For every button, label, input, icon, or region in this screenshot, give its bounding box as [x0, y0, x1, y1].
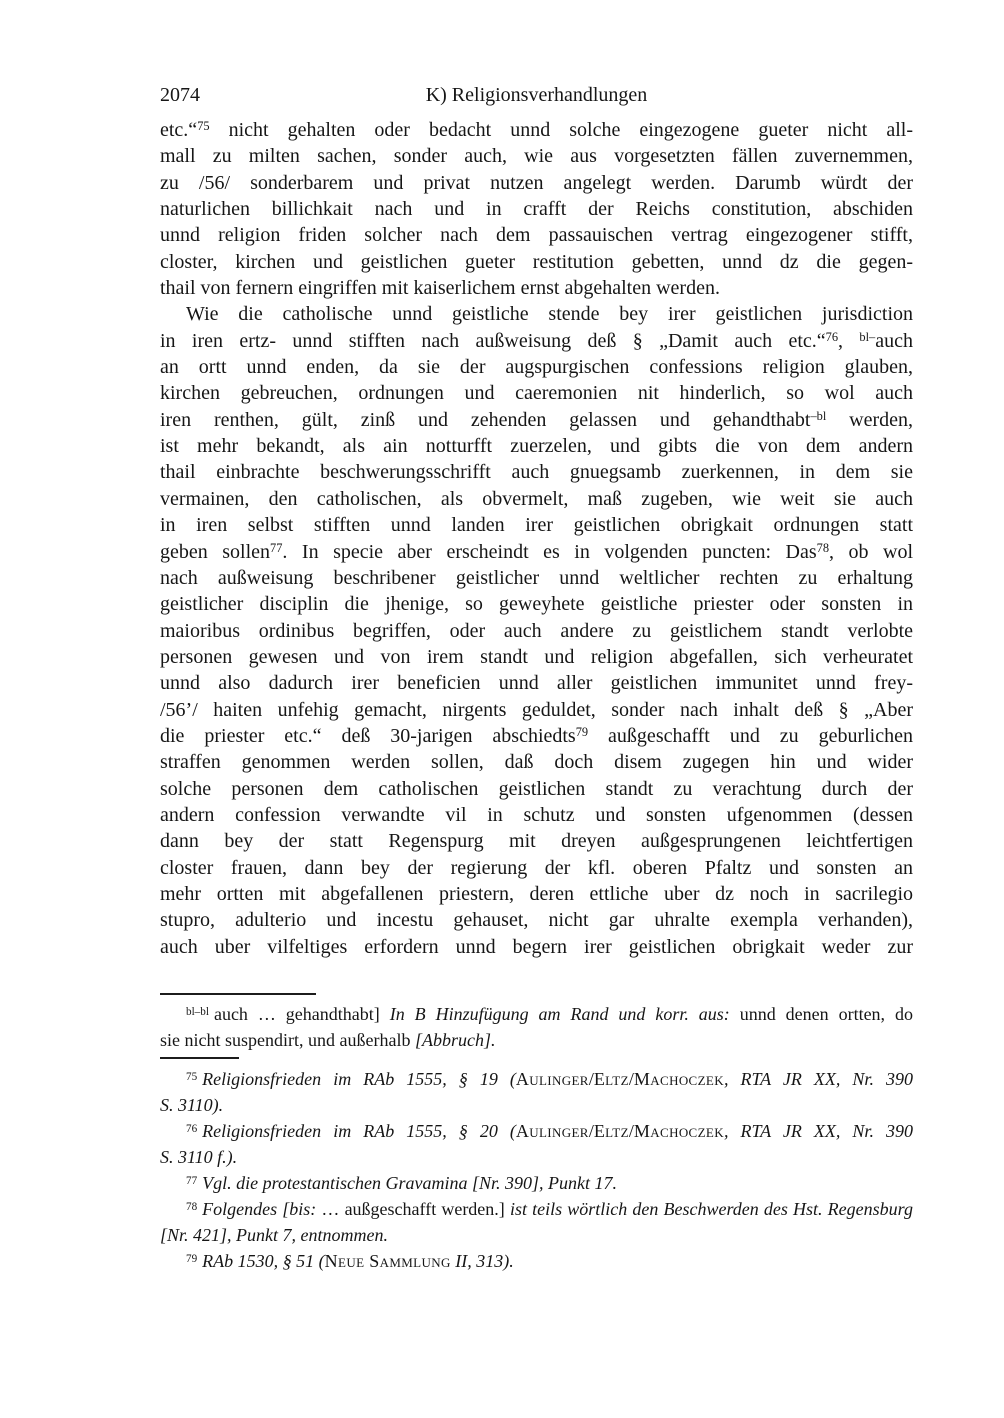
body-line: die priester etc.“ deß 30-jarigen abschiedts$^{79}$ außgeschafft und zu geburlichen: [160, 724, 913, 747]
body-line: maioribus ordinibus begriffen, oder auch andere zu geistlichem standt verlobte: [160, 619, 913, 642]
page-number: 2074: [160, 84, 200, 106]
italic-text: In B Hinzufügung am Rand und korr. aus:: [389, 1004, 730, 1024]
apparatus-line: sie nicht suspendirt, und außerhalb [Abbruch].: [160, 1030, 496, 1050]
body-line: ist mehr bekandt, als ain notturfft zuerzelen, und gibts die von dem andern: [160, 435, 913, 458]
note-reference: 76: [186, 1122, 198, 1135]
critical-apparatus: [160, 1001, 913, 1053]
page-header: [160, 82, 913, 108]
body-line: straffen genommen werden sollen, daß doch disem zugegen hin und wider: [160, 751, 913, 774]
italic-text: Religionsfrieden im RAb 1555, § 19 (: [202, 1069, 516, 1089]
italic-text: ist teils wörtlich den Beschwerden des Hst. Regensburg: [509, 1199, 913, 1219]
body-line: vermainen, den catholischen, als obvermelt, maß zugeben, wie weit sie auch: [160, 487, 913, 510]
small-caps-name: Eltz: [593, 1069, 629, 1089]
body-line: mehr ortten mit abgefallenen priestern, deren ettliche uber dz noch in sacrilegio: [160, 882, 913, 905]
small-caps-name: Aulinger: [515, 1121, 589, 1141]
footnote-line: [160, 1170, 913, 1196]
body-line: iren renthen, gült, zinß und zehenden gelassen und gehandthabt$^{-bl}$ werden,: [160, 408, 913, 431]
footnote-line: [160, 1222, 913, 1248]
body-text: [160, 117, 913, 960]
italic-text: Folgendes [bis:: [202, 1199, 317, 1219]
apparatus-line: $^{bl-bl}$ auch … gehandthabt] In B Hinzufügung am Rand und korr. aus: unnd denen ortten, do: [186, 1004, 913, 1024]
body-line: an ortt unnd enden, da sie der augspurgischen confessions religion glauben,: [160, 356, 913, 379]
body-line: thail einbrachte beschwerungsschrifft auch gnuegsamb zuerkennen, in dem sie: [160, 461, 913, 484]
note-reference: 76: [825, 330, 839, 345]
note-reference: 77: [186, 1174, 198, 1187]
body-line: naturlichen billichkait nach und in crafft der Reichs constitution, abschiden: [160, 198, 913, 221]
body-line: unnd religion friden solcher nach dem passauischen vertrag eingezogener stifft,: [160, 224, 913, 247]
note-reference: 77: [270, 540, 283, 555]
note-reference: 78: [816, 540, 830, 555]
running-header: K) Religionsverhandlungen: [425, 84, 648, 106]
body-line: closter, kirchen und geistlichen gueter restitution gebetten, unnd dz die gegen-: [160, 250, 913, 273]
body-line: nach außweisung beschribener geistlicher unnd weltlicher rechten zu erhaltung: [160, 566, 913, 589]
note-reference: –bl: [810, 409, 827, 424]
body-line: solche personen dem catholischen geistlichen standt zu verachtung durch der: [160, 777, 913, 800]
small-caps-name: Aulinger: [515, 1069, 589, 1089]
small-caps-name: Machoczek: [633, 1121, 724, 1141]
footnote-line: $^{76}$ Religionsfrieden im RAb 1555, § 20 (Aulinger/Eltz/Machoczek, RTA JR XX, Nr. 390: [186, 1121, 913, 1141]
body-line: auch uber vilfeltiges erfordern unnd begern irer geistlichen obrigkait weder zur: [160, 935, 913, 958]
italic-text: RAb 1530, § 51 (: [202, 1251, 325, 1271]
body-line: geistlicher disciplin die jhenige, so geweyhete geistliche priester oder sonsten in: [160, 593, 913, 616]
note-reference: 78: [186, 1200, 198, 1213]
note-reference: 79: [575, 725, 589, 740]
small-caps-name: Machoczek: [633, 1069, 724, 1089]
footnote-line: [160, 1144, 913, 1170]
italic-text: [Abbruch].: [414, 1030, 496, 1050]
body-line: closter frauen, dann bey der regierung der kfl. oberen Pfaltz und sonsten an: [160, 856, 913, 879]
footnote-line: $^{78}$ Folgendes [bis: … außgeschafft werden.] ist teils wörtlich den Beschwerden des Hst. Regensburg: [186, 1199, 913, 1219]
body-line: zu /56/ sonderbarem und privat nutzen angelegt werden. Darumb würdt der: [160, 171, 913, 194]
italic-text: Religionsfrieden im RAb 1555, § 20 (: [202, 1121, 516, 1141]
body-line: Wie die catholische unnd geistliche stende bey irer geistlichen jurisdiction: [186, 303, 913, 326]
footnote-separator-rule: [160, 1057, 239, 1059]
italic-text: Vgl. die protestantischen Gravamina [Nr. 390], Punkt 17.: [202, 1173, 617, 1193]
small-caps-name: Eltz: [593, 1121, 629, 1141]
body-line: kirchen gebreuchen, ordnungen und caeremonien nit hinderlich, so wol auch: [160, 382, 913, 405]
note-reference: 79: [186, 1252, 198, 1265]
note-reference: 75: [186, 1070, 198, 1083]
italic-text: II, 313).: [450, 1251, 514, 1271]
body-line: unnd also dadurch irer beneficien unnd aller geistlichen immunitet unnd frey-: [160, 672, 913, 695]
body-line: in iren ertz- unnd stifften nach außweisung deß § „Damit auch etc.“$^{76}$, $^{bl-}$auch: [160, 329, 914, 352]
body-line: personen gewesen und von irem standt und religion abgefallen, sich verheuratet: [160, 645, 913, 668]
body-line: andern confession verwandte vil in schutz und sonsten ufgenommen (dessen: [160, 803, 913, 826]
body-line: dann bey der statt Regenspurg mit dreyen außgesprungenen leichtfertigen: [160, 830, 913, 853]
note-reference: bl–bl: [186, 1005, 209, 1018]
body-line: stupro, adulterio und incestu gehauset, nicht gar uhralte exempla verhanden),: [160, 909, 913, 932]
footnotes: [160, 1066, 913, 1274]
body-line: in iren selbst stifften unnd landen irer geistlichen obrigkait ordnungen statt: [160, 514, 913, 537]
small-caps-name: Neue Sammlung: [324, 1251, 451, 1271]
italic-text: , RTA JR XX, Nr. 390: [723, 1121, 913, 1141]
italic-text: [Nr. 421], Punkt 7, entnommen.: [160, 1225, 388, 1245]
footnote-line: [160, 1092, 913, 1118]
body-line: mall zu milten sachen, sonder auch, wie aus vorgesetzten fällen zuvernemmen,: [160, 145, 913, 168]
body-line: geben sollen$^{77}$. In specie aber erscheindt es in volgenden puncten: Das$^{78}$, ob wol: [160, 540, 914, 563]
italic-text: S. 3110 f.).: [160, 1147, 238, 1167]
italic-text: S. 3110).: [160, 1095, 224, 1115]
footnote-line: [160, 1248, 913, 1274]
italic-text: , RTA JR XX, Nr. 390: [723, 1069, 913, 1089]
body-line: thail von fernern eingriffen mit kaiserlichem ernst abgehalten werden.: [160, 277, 720, 300]
body-line: /56’/ haiten unfehig gemacht, nirgents geduldet, sonder nach inhalt deß § „Aber: [160, 698, 913, 721]
note-reference: bl–: [859, 330, 876, 345]
body-line: etc.“$^{75}$ nicht gehalten oder bedacht unnd solche eingezogene gueter nicht all-: [160, 119, 913, 141]
note-reference: 75: [197, 119, 210, 134]
apparatus-separator-rule: [160, 993, 316, 995]
footnote-line: $^{75}$ Religionsfrieden im RAb 1555, § 19 (Aulinger/Eltz/Machoczek, RTA JR XX, Nr. 390: [186, 1069, 913, 1089]
